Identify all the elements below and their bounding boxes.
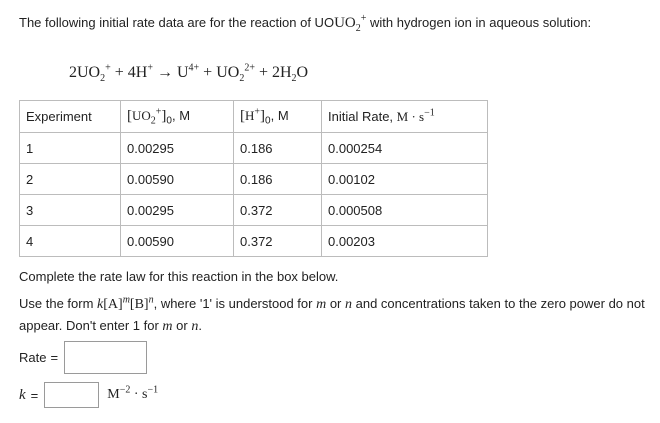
cell-experiment: 2 bbox=[20, 164, 121, 195]
header-experiment: Experiment bbox=[20, 101, 121, 133]
k-label: k bbox=[19, 386, 26, 403]
instruction-complete: Complete the rate law for this reaction in the box below. bbox=[19, 269, 339, 284]
intro-suffix: with hydrogen ion in aqueous solution: bbox=[366, 15, 592, 30]
cell-rate: 0.000508 bbox=[322, 195, 488, 226]
uo2-formula: $UO_2^+$ bbox=[334, 13, 367, 34]
k-answer-row bbox=[19, 381, 158, 409]
cell-experiment: 4 bbox=[20, 226, 121, 257]
cell-uo2: 0.00590 bbox=[121, 164, 234, 195]
cell-experiment: 1 bbox=[20, 133, 121, 164]
rate-equals: = bbox=[50, 350, 59, 365]
cell-uo2: 0.00590 bbox=[121, 226, 234, 257]
table-row bbox=[20, 133, 488, 164]
k-equals: = bbox=[30, 387, 39, 403]
cell-rate: 0.00102 bbox=[322, 164, 488, 195]
cell-h: 0.372 bbox=[234, 226, 322, 257]
cell-rate: 0.00203 bbox=[322, 226, 488, 257]
chemical-equation: $2UO_2^+ + 4H^+ \to U^{4+} + UO_2^{2+} + 2H_2O$ bbox=[69, 62, 309, 85]
header-initial-rate: Initial Rate, $M \cdot s^{-1}$ bbox=[322, 101, 488, 133]
cell-h: 0.186 bbox=[234, 133, 322, 164]
intro-prefix: The following initial rate data are for the reaction of UO bbox=[19, 15, 335, 30]
header-h-concentration: $[H^+]_0$, M bbox=[234, 101, 322, 133]
cell-h: 0.372 bbox=[234, 195, 322, 226]
rate-data-table bbox=[19, 100, 488, 257]
table-row bbox=[20, 164, 488, 195]
rate-law-input[interactable] bbox=[64, 341, 147, 374]
rate-answer-row bbox=[19, 341, 147, 374]
table-header-row bbox=[20, 101, 488, 133]
rate-constant-input[interactable] bbox=[44, 382, 99, 408]
header-uo2-concentration: $[UO_2^+]_0$, M bbox=[121, 101, 234, 133]
cell-uo2: 0.00295 bbox=[121, 133, 234, 164]
k-units: $M^{-2} \cdot s^{-1}$ bbox=[107, 384, 159, 402]
instruction-form: Use the form $k[A]^m[B]^n$, where '1' is understood for m or n and concentrations taken to the zero power do not appear. Don't enter 1 for m or n. bbox=[19, 294, 645, 334]
cell-h: 0.186 bbox=[234, 164, 322, 195]
cell-uo2: 0.00295 bbox=[121, 195, 234, 226]
table-row bbox=[20, 195, 488, 226]
cell-rate: 0.000254 bbox=[322, 133, 488, 164]
rate-label: Rate bbox=[19, 350, 47, 365]
cell-experiment: 3 bbox=[20, 195, 121, 226]
question-intro bbox=[19, 12, 644, 34]
table-row bbox=[20, 226, 488, 257]
